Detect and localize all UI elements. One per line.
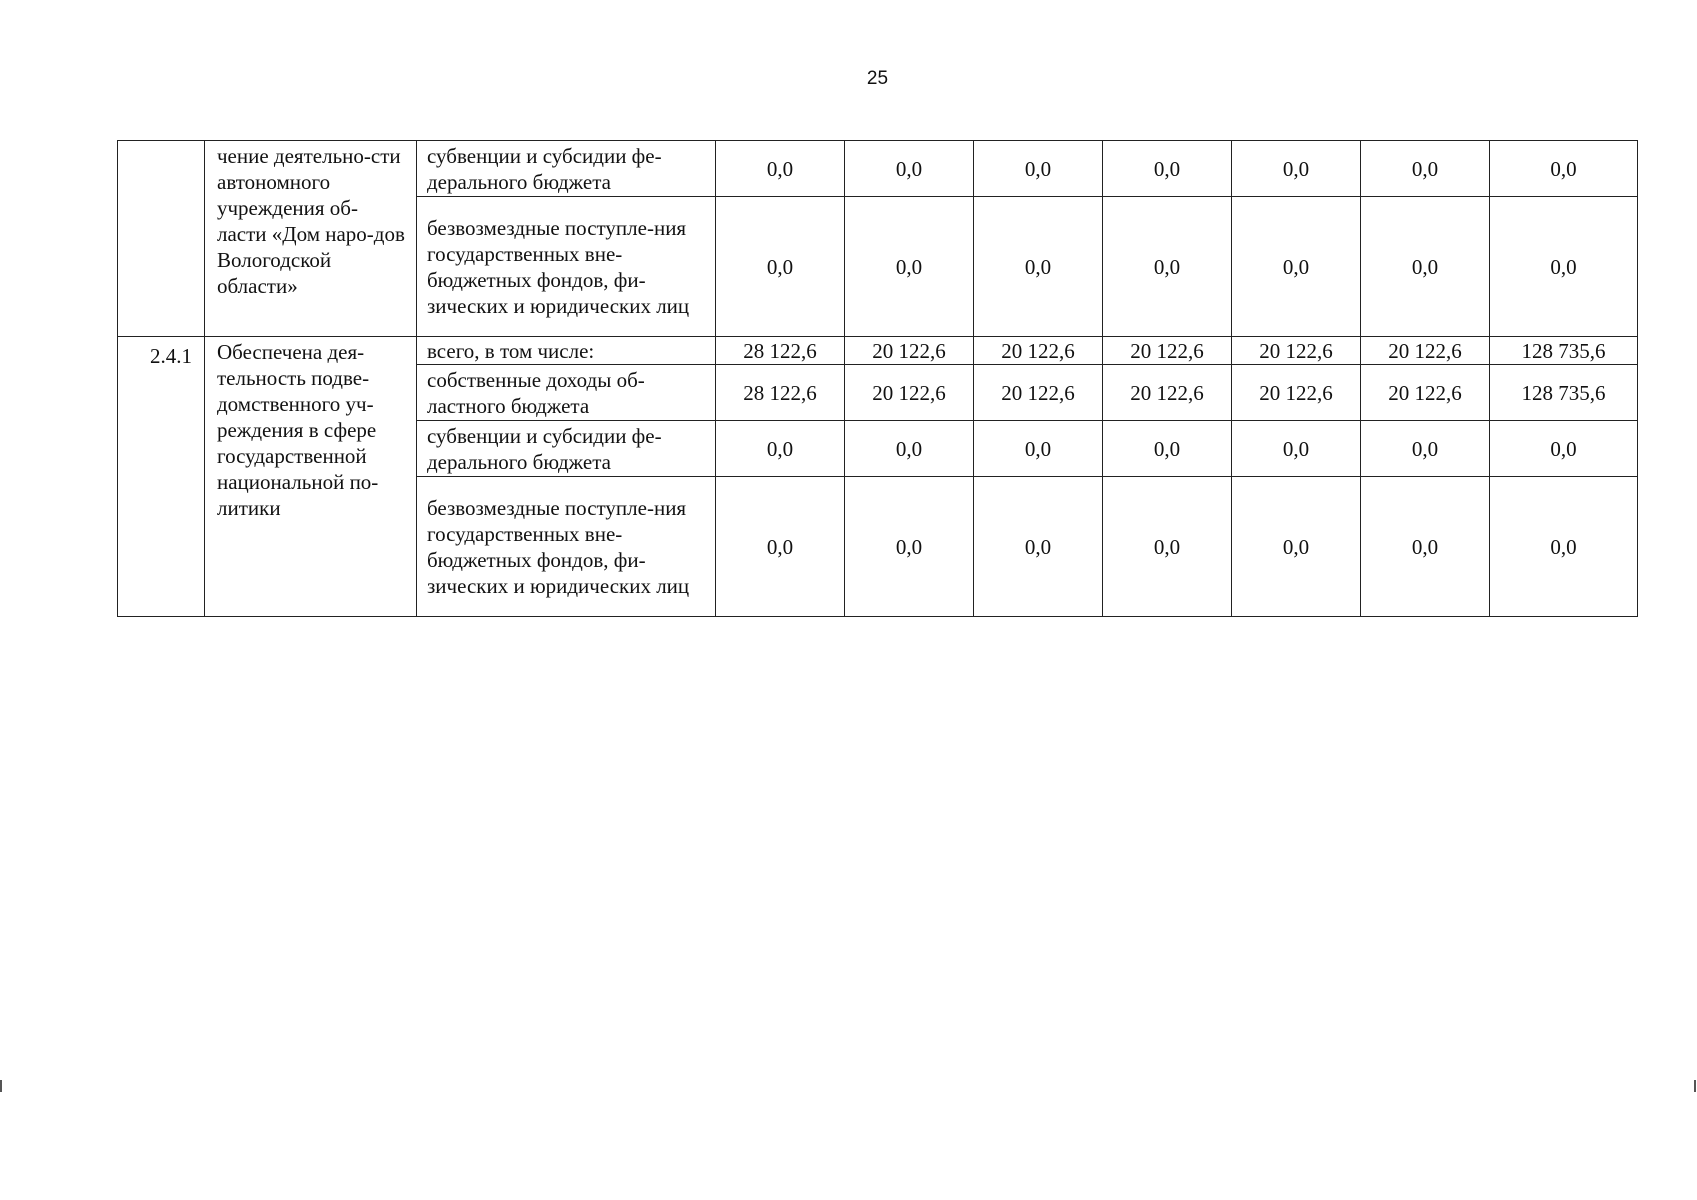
value-cell: 0,0 (1361, 141, 1490, 197)
value-cell: 0,0 (716, 197, 845, 337)
value-cell: 0,0 (974, 477, 1103, 617)
scan-edge-mark-right (1694, 1080, 1696, 1092)
value-cell: 0,0 (845, 421, 974, 477)
value-cell: 0,0 (1232, 197, 1361, 337)
value-cell: 0,0 (974, 421, 1103, 477)
funding-source-cell: всего, в том числе: (417, 337, 716, 365)
value-cell: 20 122,6 (1232, 337, 1361, 365)
value-cell: 128 735,6 (1490, 337, 1638, 365)
value-cell: 0,0 (1232, 141, 1361, 197)
value-cell: 20 122,6 (974, 365, 1103, 421)
funding-source-cell: субвенции и субсидии фе-дерального бюджета (417, 421, 716, 477)
page-number: 25 (866, 68, 889, 89)
value-cell: 0,0 (974, 141, 1103, 197)
value-cell: 0,0 (716, 477, 845, 617)
row-number-cell: 2.4.1 (118, 337, 205, 617)
value-cell: 0,0 (845, 141, 974, 197)
scan-edge-mark-left (0, 1080, 2, 1092)
table-row (118, 337, 1638, 365)
value-cell: 20 122,6 (1232, 365, 1361, 421)
value-cell: 20 122,6 (1361, 365, 1490, 421)
value-cell: 0,0 (716, 141, 845, 197)
value-cell: 0,0 (1103, 141, 1232, 197)
value-cell: 0,0 (1103, 477, 1232, 617)
value-cell: 20 122,6 (1103, 337, 1232, 365)
value-cell: 0,0 (845, 477, 974, 617)
activity-name-cell: чение деятельно-сти автономного учреждения об-ласти «Дом наро-дов Вологодской области» (205, 141, 417, 337)
value-cell: 20 122,6 (845, 337, 974, 365)
funding-source-cell: безвозмездные поступле-ния государственных вне-бюджетных фондов, фи-зических и юридических лиц (417, 197, 716, 337)
value-cell: 128 735,6 (1490, 365, 1638, 421)
funding-source-cell: безвозмездные поступле-ния государственных вне-бюджетных фондов, фи-зических и юридических лиц (417, 477, 716, 617)
value-cell: 0,0 (1103, 197, 1232, 337)
value-cell: 0,0 (716, 421, 845, 477)
table-row (118, 141, 1638, 197)
value-cell: 0,0 (845, 197, 974, 337)
row-number-cell (118, 141, 205, 337)
value-cell: 0,0 (1361, 477, 1490, 617)
value-cell: 0,0 (1490, 477, 1638, 617)
value-cell: 0,0 (974, 197, 1103, 337)
funding-source-cell: собственные доходы об-ластного бюджета (417, 365, 716, 421)
value-cell: 0,0 (1361, 421, 1490, 477)
value-cell: 0,0 (1232, 477, 1361, 617)
value-cell: 20 122,6 (1361, 337, 1490, 365)
value-cell: 0,0 (1103, 421, 1232, 477)
value-cell: 20 122,6 (845, 365, 974, 421)
value-cell: 0,0 (1490, 421, 1638, 477)
value-cell: 20 122,6 (974, 337, 1103, 365)
value-cell: 0,0 (1490, 141, 1638, 197)
budget-table (117, 140, 1638, 617)
activity-name-cell: Обеспечена дея-тельность подве-домственного уч-реждения в сфере государственной национальной по-литики (205, 337, 417, 617)
value-cell: 28 122,6 (716, 337, 845, 365)
value-cell: 0,0 (1490, 197, 1638, 337)
value-cell: 28 122,6 (716, 365, 845, 421)
funding-source-cell: субвенции и субсидии фе-дерального бюджета (417, 141, 716, 197)
value-cell: 0,0 (1361, 197, 1490, 337)
value-cell: 20 122,6 (1103, 365, 1232, 421)
value-cell: 0,0 (1232, 421, 1361, 477)
